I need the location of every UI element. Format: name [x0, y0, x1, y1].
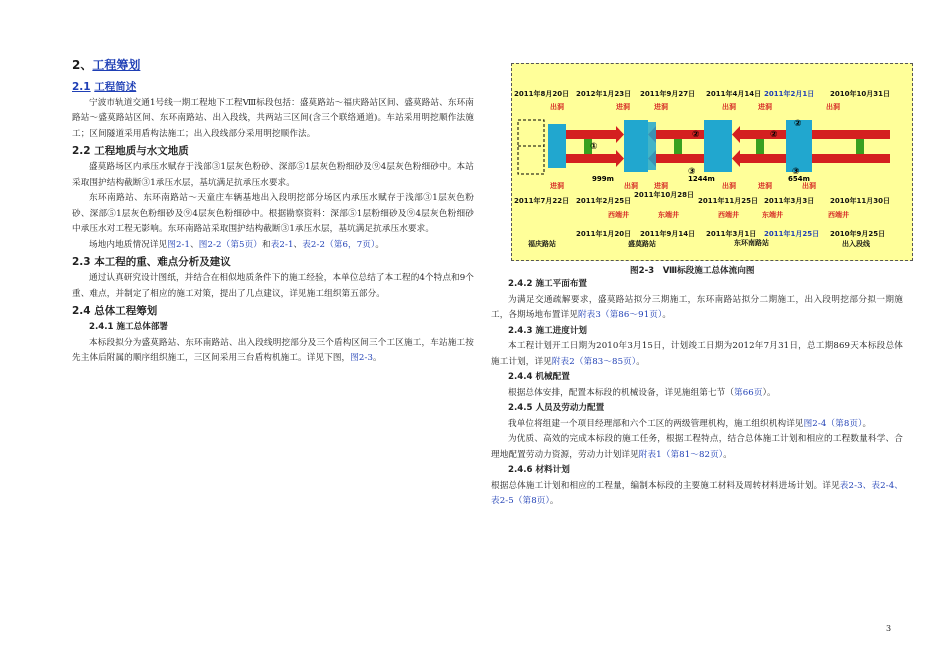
marker-3b: ③	[792, 167, 800, 177]
bottom-date-5: 2010年9月25日	[830, 230, 886, 238]
station-name-1: 福庆路站	[528, 240, 556, 248]
bottom-date-1: 2011年1月20日	[576, 230, 632, 238]
bottom-date-3: 2011年3月1日	[706, 230, 757, 238]
link-table-2-2[interactable]: 表2-2（第6，7页）	[302, 239, 376, 250]
paragraph-2-2-a: 盛莫路场区内承压水赋存于浅部③1层灰色粉砂、深部⑤1层灰色粉细砂及⑨4层灰色粉细砂中。本站采取围护结构截断③1承压水层，基坑满足抗承压水要求。	[72, 162, 474, 188]
top-date-5: 2011年2月1日	[764, 90, 815, 98]
length-3: 654m	[788, 175, 810, 183]
link-page-66[interactable]: 第66页	[734, 387, 763, 398]
heading-2-4: 2.4 总体工程筹划	[72, 305, 158, 317]
mid-label-1: 进洞	[550, 182, 564, 190]
length-2: 1244m	[688, 175, 715, 183]
construction-flow-figure	[511, 63, 913, 261]
shaft-label-2: 东端井	[658, 211, 679, 219]
lower-date-5: 2010年11月30日	[830, 197, 890, 205]
station-name-3: 东环南路站	[734, 239, 769, 247]
heading-2-4-6: 2.4.6 材料计划	[508, 465, 570, 475]
lower-date-1: 2011年7月22日	[514, 197, 570, 205]
heading-2-4-1: 2.4.1 施工总体部署	[89, 322, 169, 332]
link-fig-2-3[interactable]: 图2-3	[350, 353, 374, 363]
mid-label-4: 出洞	[722, 182, 736, 190]
paragraph-2-4-5-a: 我单位将组建一个项目经理部和六个工区的两级管理机构，施工组织机构详见图2-4（第8页）。	[508, 418, 872, 429]
top-label-2: 进洞	[616, 103, 630, 111]
section-title: 2、工程筹划	[72, 58, 141, 72]
paragraph-2-4-3: 本工程计划开工日期为2010年3月15日，计划竣工日期为2012年7月31日，总工期869天本标段总体施工计划，详见附表2（第83～85页）。	[491, 341, 903, 367]
top-date-1: 2011年8月20日	[514, 90, 570, 98]
link-fig-2-4[interactable]: 图2-4（第8页）	[803, 418, 863, 429]
paragraph-2-3: 通过认真研究设计图纸，并结合在相似地质条件下的施工经验，本单位总结了本工程的4个特点和9个重、难点，并制定了相应的施工对策，提出了几点建议，详见施工组织第五部分。	[72, 273, 474, 299]
link-appendix-3[interactable]: 附表3（第86～91页）	[577, 310, 663, 320]
heading-2-3: 2.3 本工程的重、难点分析及建议	[72, 256, 231, 268]
heading-2-4-5: 2.4.5 人员及劳动力配置	[508, 403, 605, 413]
bottom-date-4: 2011年1月25日	[764, 230, 820, 238]
shaft-label-1: 西端井	[608, 211, 629, 219]
shaft-label-5: 西端井	[828, 211, 849, 219]
heading-2-1: 2.1 工程简述	[72, 80, 137, 93]
marker-2b: ②	[770, 130, 778, 140]
page-number: 3	[886, 624, 892, 633]
station-name-2: 盛莫路站	[628, 240, 656, 248]
paragraph-2-4-2: 为满足交通疏解要求，盛莫路站拟分三期施工，东环南路站拟分二期施工，出入段明挖部分拟一期施工，各期场地布置详见附表3（第86～91页）。	[491, 294, 903, 320]
lower-date-2: 2011年2月25日	[576, 197, 632, 205]
link-table-2-1[interactable]: 表2-1	[270, 239, 294, 250]
mid-label-2: 出洞	[624, 182, 638, 190]
marker-3a: ③	[688, 167, 696, 177]
marker-1a: ①	[590, 142, 598, 152]
top-date-2: 2012年1月23日	[576, 90, 632, 98]
top-date-3: 2011年9月27日	[640, 90, 696, 98]
bottom-date-2: 2011年9月14日	[640, 230, 696, 238]
paragraph-2-2-c: 场地内地质情况详见图2-1、图2-2（第5页）和表2-1、表2-2（第6，7页）。	[89, 239, 385, 250]
mid-date: 2011年10月28日	[634, 191, 694, 199]
right-column	[491, 277, 903, 510]
section-title-link[interactable]: 工程筹划	[92, 58, 141, 72]
link-tables-2-3-to-2-5[interactable]: 表2-3、表2-4、表2-5（第8页）	[491, 480, 903, 506]
paragraph-2-4-4: 根据总体安排，配置本标段的机械设备，详见施组第七节（第66页）。	[508, 387, 776, 398]
heading-2-4-3: 2.4.3 施工进度计划	[508, 325, 588, 336]
top-label-5: 进洞	[758, 103, 772, 111]
link-fig-2-1[interactable]: 图2-1	[167, 239, 191, 250]
top-date-6: 2010年10月31日	[830, 90, 890, 98]
station-block-2	[624, 120, 648, 172]
connector-4	[856, 139, 864, 154]
link-appendix-1[interactable]: 附表1（第81～82页）	[638, 449, 724, 460]
paragraph-2-2-b: 东环南路站、东环南路站～天童庄车辆基地出入段明挖部分场区内承压水赋存于浅部③1层灰色粉砂、深部⑤1层灰色粉细砂及⑨4层灰色粉细砂中。根据勘察资料：深部⑤1层粉细砂及⑨4层灰色粉细砂中承压水对工程无影响。东环南路站采取围护结构截断③1承压水层，基坑满足抗承压水要求。	[72, 193, 474, 234]
heading-2-4-2: 2.4.2 施工平面布置	[508, 279, 588, 289]
heading-2-4-4: 2.4.4 机械配置	[508, 372, 570, 382]
paragraph-2-4-1: 本标段拟分为盛莫路站、东环南路站、出入段线明挖部分及三个盾构区间三个工区施工，车站施工按先主体后附属的顺序组织施工，三区间采用三台盾构机施工。详见下图，图2-3。	[72, 337, 474, 363]
lower-date-4: 2011年3月3日	[764, 197, 815, 205]
left-column	[72, 58, 474, 367]
link-fig-2-2[interactable]: 图2-2（第5页）	[198, 239, 262, 250]
length-1: 999m	[592, 175, 614, 183]
top-label-3: 进洞	[654, 103, 668, 111]
station-name-4: 出入段线	[842, 240, 870, 248]
shaft-label-4: 东端井	[762, 211, 783, 219]
top-label-4: 出洞	[722, 103, 736, 111]
link-appendix-2[interactable]: 附表2（第83～85页）	[551, 356, 637, 367]
mid-label-6: 出洞	[802, 182, 816, 190]
shaft-label-3: 西端井	[718, 211, 739, 219]
figure-caption: 图2-3 Ⅷ标段施工总体流向图	[630, 266, 755, 276]
paragraph-2-1: 宁波市轨道交通1号线一期工程地下工程Ⅷ标段包括：盛莫路站～福庆路站区间、盛莫路站、东环南路站～盛莫路站区间、东环南路站、出入段线，共两站三区间(含三个联络通道)。车站采用明挖顺作法施工；区间隧道采用盾构法施工；出入段线部分采用明挖顺作法。	[72, 97, 474, 139]
shaft-block-1	[548, 124, 566, 168]
heading-2-2: 2.2 工程地质与水文地质	[72, 145, 189, 157]
connector-2	[674, 139, 682, 154]
station-block-3	[704, 120, 732, 172]
connector-3	[756, 139, 764, 154]
marker-2a: ②	[692, 130, 700, 140]
top-label-1: 出洞	[550, 103, 564, 111]
paragraph-2-4-5-b: 为优质、高效的完成本标段的施工任务，根据工程特点，结合总体施工计划和相应的工程数量科学、合理地配置劳动力资源，劳动力计划详见附表1（第81～82页）。	[491, 434, 903, 460]
mid-label-3: 进洞	[654, 182, 668, 190]
marker-2c: ②	[794, 119, 802, 129]
lower-date-3: 2011年11月25日	[698, 197, 758, 205]
mid-label-5: 进洞	[758, 182, 772, 190]
flow-diagram-svg	[512, 64, 912, 260]
paragraph-2-4-6: 根据总体施工计划和相应的工程量，编制本标段的主要施工材料及周转材料进场计划。详见表2-3、表2-4、表2-5（第8页）。	[491, 480, 903, 506]
top-date-4: 2011年4月14日	[706, 90, 762, 98]
top-label-6: 出洞	[826, 103, 840, 111]
station-outline-left	[518, 120, 544, 174]
